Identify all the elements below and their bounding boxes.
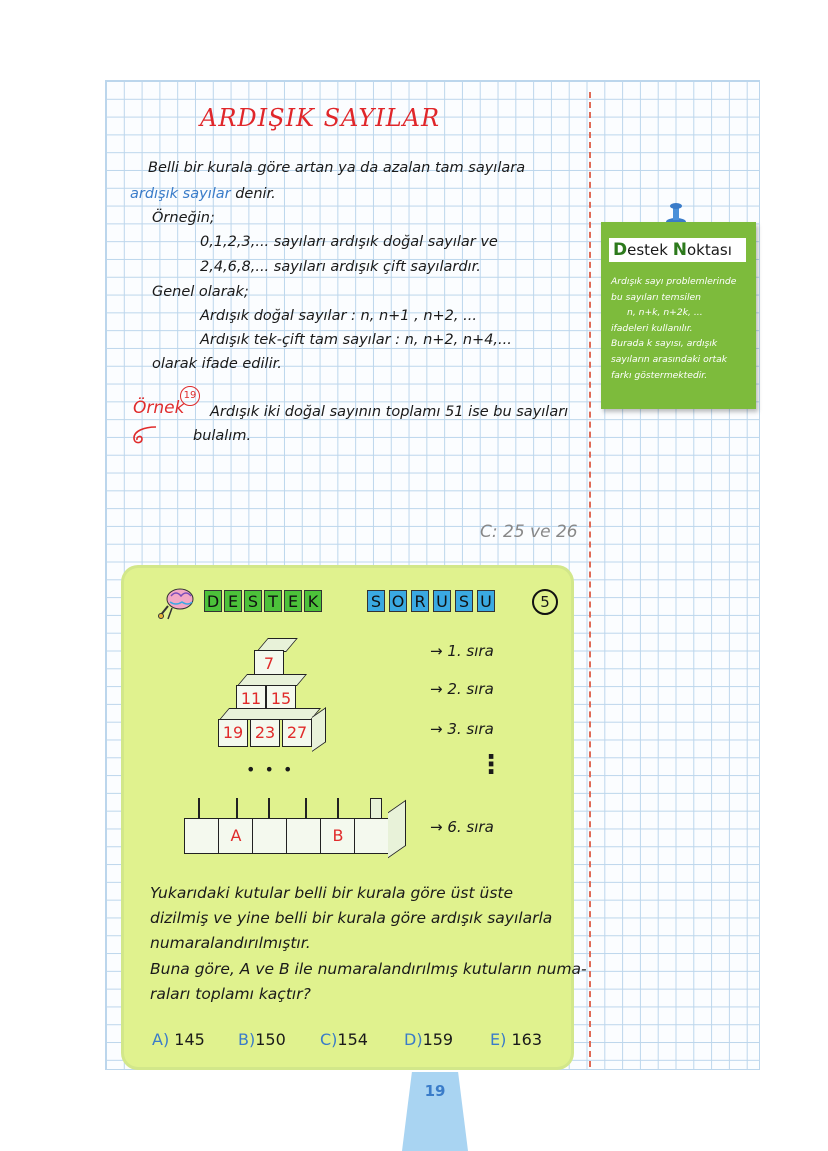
sorusu-letter: U [477, 590, 495, 612]
option-e[interactable] [490, 1030, 542, 1049]
closing-line: olarak ifade edilir. [152, 356, 282, 372]
option-letter: A) [152, 1030, 170, 1049]
destek-letter: E [284, 590, 302, 612]
option-value: 163 [511, 1030, 542, 1049]
note-title-rest1: estek [627, 241, 673, 259]
option-letter: B) [238, 1030, 256, 1049]
brain-icon [158, 586, 198, 620]
sorusu-letter: U [433, 590, 451, 612]
cube [184, 818, 220, 854]
note-line: ifadeleri kullanılır. [611, 322, 693, 334]
note-body [611, 274, 751, 383]
note-line: bu sayıları temsilen [611, 291, 701, 303]
cube [354, 818, 390, 854]
option-letter: E) [490, 1030, 507, 1049]
cube: 7 [254, 650, 284, 678]
destek-letter: T [264, 590, 282, 612]
general-line-1: Ardışık doğal sayılar : n, n+1 , n+2, ... [200, 308, 477, 324]
option-a[interactable] [152, 1030, 205, 1049]
question-line: raları toplamı kaçtır? [150, 985, 311, 1003]
sorusu-letter: O [389, 590, 407, 612]
sorusu-letter: S [455, 590, 473, 612]
ornek-label: Örnek [133, 398, 185, 418]
tick [337, 798, 339, 818]
destek-letter: S [244, 590, 262, 612]
tick [198, 798, 200, 818]
question-line: Yukarıdaki kutular belli bir kurala göre üst üste [150, 884, 514, 902]
curl-decoration-icon [130, 425, 158, 447]
option-value: 154 [337, 1030, 368, 1049]
cube: 19 [218, 719, 248, 747]
option-letter: D) [404, 1030, 423, 1049]
example-label: Örneğin; [152, 210, 215, 226]
term-highlight: ardışık sayılar [130, 186, 231, 202]
question-number: 5 [532, 589, 558, 615]
note-title-n: N [672, 240, 687, 260]
option-letter: C) [320, 1030, 338, 1049]
destek-noktasi-note [601, 222, 756, 409]
answer: C: 25 ve 26 [480, 522, 578, 542]
cube [286, 818, 322, 854]
option-value: 150 [255, 1030, 286, 1049]
note-title-d: D [613, 240, 628, 260]
option-value: 159 [422, 1030, 454, 1049]
note-title [609, 238, 746, 262]
cube: 27 [282, 719, 312, 747]
note-line: farkı göstermektedir. [611, 369, 708, 381]
ornek-number: 19 [180, 386, 200, 406]
ornek-line-2: bulalım. [193, 428, 252, 444]
page-title: ARDIŞIK SAYILAR [200, 104, 441, 132]
margin-line [589, 92, 591, 1067]
dots: • • • [246, 760, 295, 779]
tick [236, 798, 238, 818]
general-label: Genel olarak; [152, 284, 249, 300]
question-line: numaralandırılmıştır. [150, 934, 311, 952]
question-line: Buna göre, A ve B ile numaralandırılmış kutuların numa- [150, 960, 587, 978]
option-c[interactable] [320, 1030, 368, 1049]
example-line-1: 0,1,2,3,... sayıları ardışık doğal sayılar ve [200, 234, 498, 250]
vertical-dots: ⋮ [478, 750, 504, 780]
option-value: 145 [174, 1030, 205, 1049]
note-line: sayıların arasındaki ortak [611, 353, 728, 365]
row-label: → 3. sıra [430, 720, 494, 738]
cube: 15 [266, 685, 296, 713]
general-line-2: Ardışık tek-çift tam sayılar : n, n+2, n+4,... [200, 332, 512, 348]
page-number: 19 [424, 1082, 446, 1100]
intro-line-2 [130, 186, 276, 202]
intro-line-1: Belli bir kurala göre artan ya da azalan tam sayılara [148, 160, 526, 176]
destek-letter: E [224, 590, 242, 612]
destek-letter: D [204, 590, 222, 612]
row-label: → 2. sıra [430, 680, 494, 698]
cube-a: A [218, 818, 254, 854]
tick [305, 798, 307, 818]
option-d[interactable] [404, 1030, 453, 1049]
note-line: Burada k sayısı, ardışık [611, 338, 718, 350]
example-line-2: 2,4,6,8,... sayıları ardışık çift sayılardır. [200, 259, 481, 275]
destek-letter: K [304, 590, 322, 612]
intro-line-2-rest: denir. [235, 186, 276, 202]
tick [370, 798, 382, 818]
ornek-line-1: Ardışık iki doğal sayının toplamı 51 ise bu sayıları [210, 404, 569, 420]
cube-b: B [320, 818, 356, 854]
tick [268, 798, 270, 818]
option-b[interactable] [238, 1030, 286, 1049]
row-label: → 6. sıra [430, 818, 494, 836]
question-line: dizilmiş ve yine belli bir kurala göre ardışık sayılarla [150, 909, 553, 927]
note-line: n, n+k, n+2k, ... [627, 307, 703, 319]
sorusu-letter: R [411, 590, 429, 612]
sorusu-letter: S [367, 590, 385, 612]
note-title-rest2: oktası [686, 241, 732, 259]
cube: 23 [250, 719, 280, 747]
cube: 11 [236, 685, 266, 713]
row-label: → 1. sıra [430, 642, 494, 660]
cube [252, 818, 288, 854]
note-line: Ardışık sayı problemlerinde [611, 276, 737, 287]
